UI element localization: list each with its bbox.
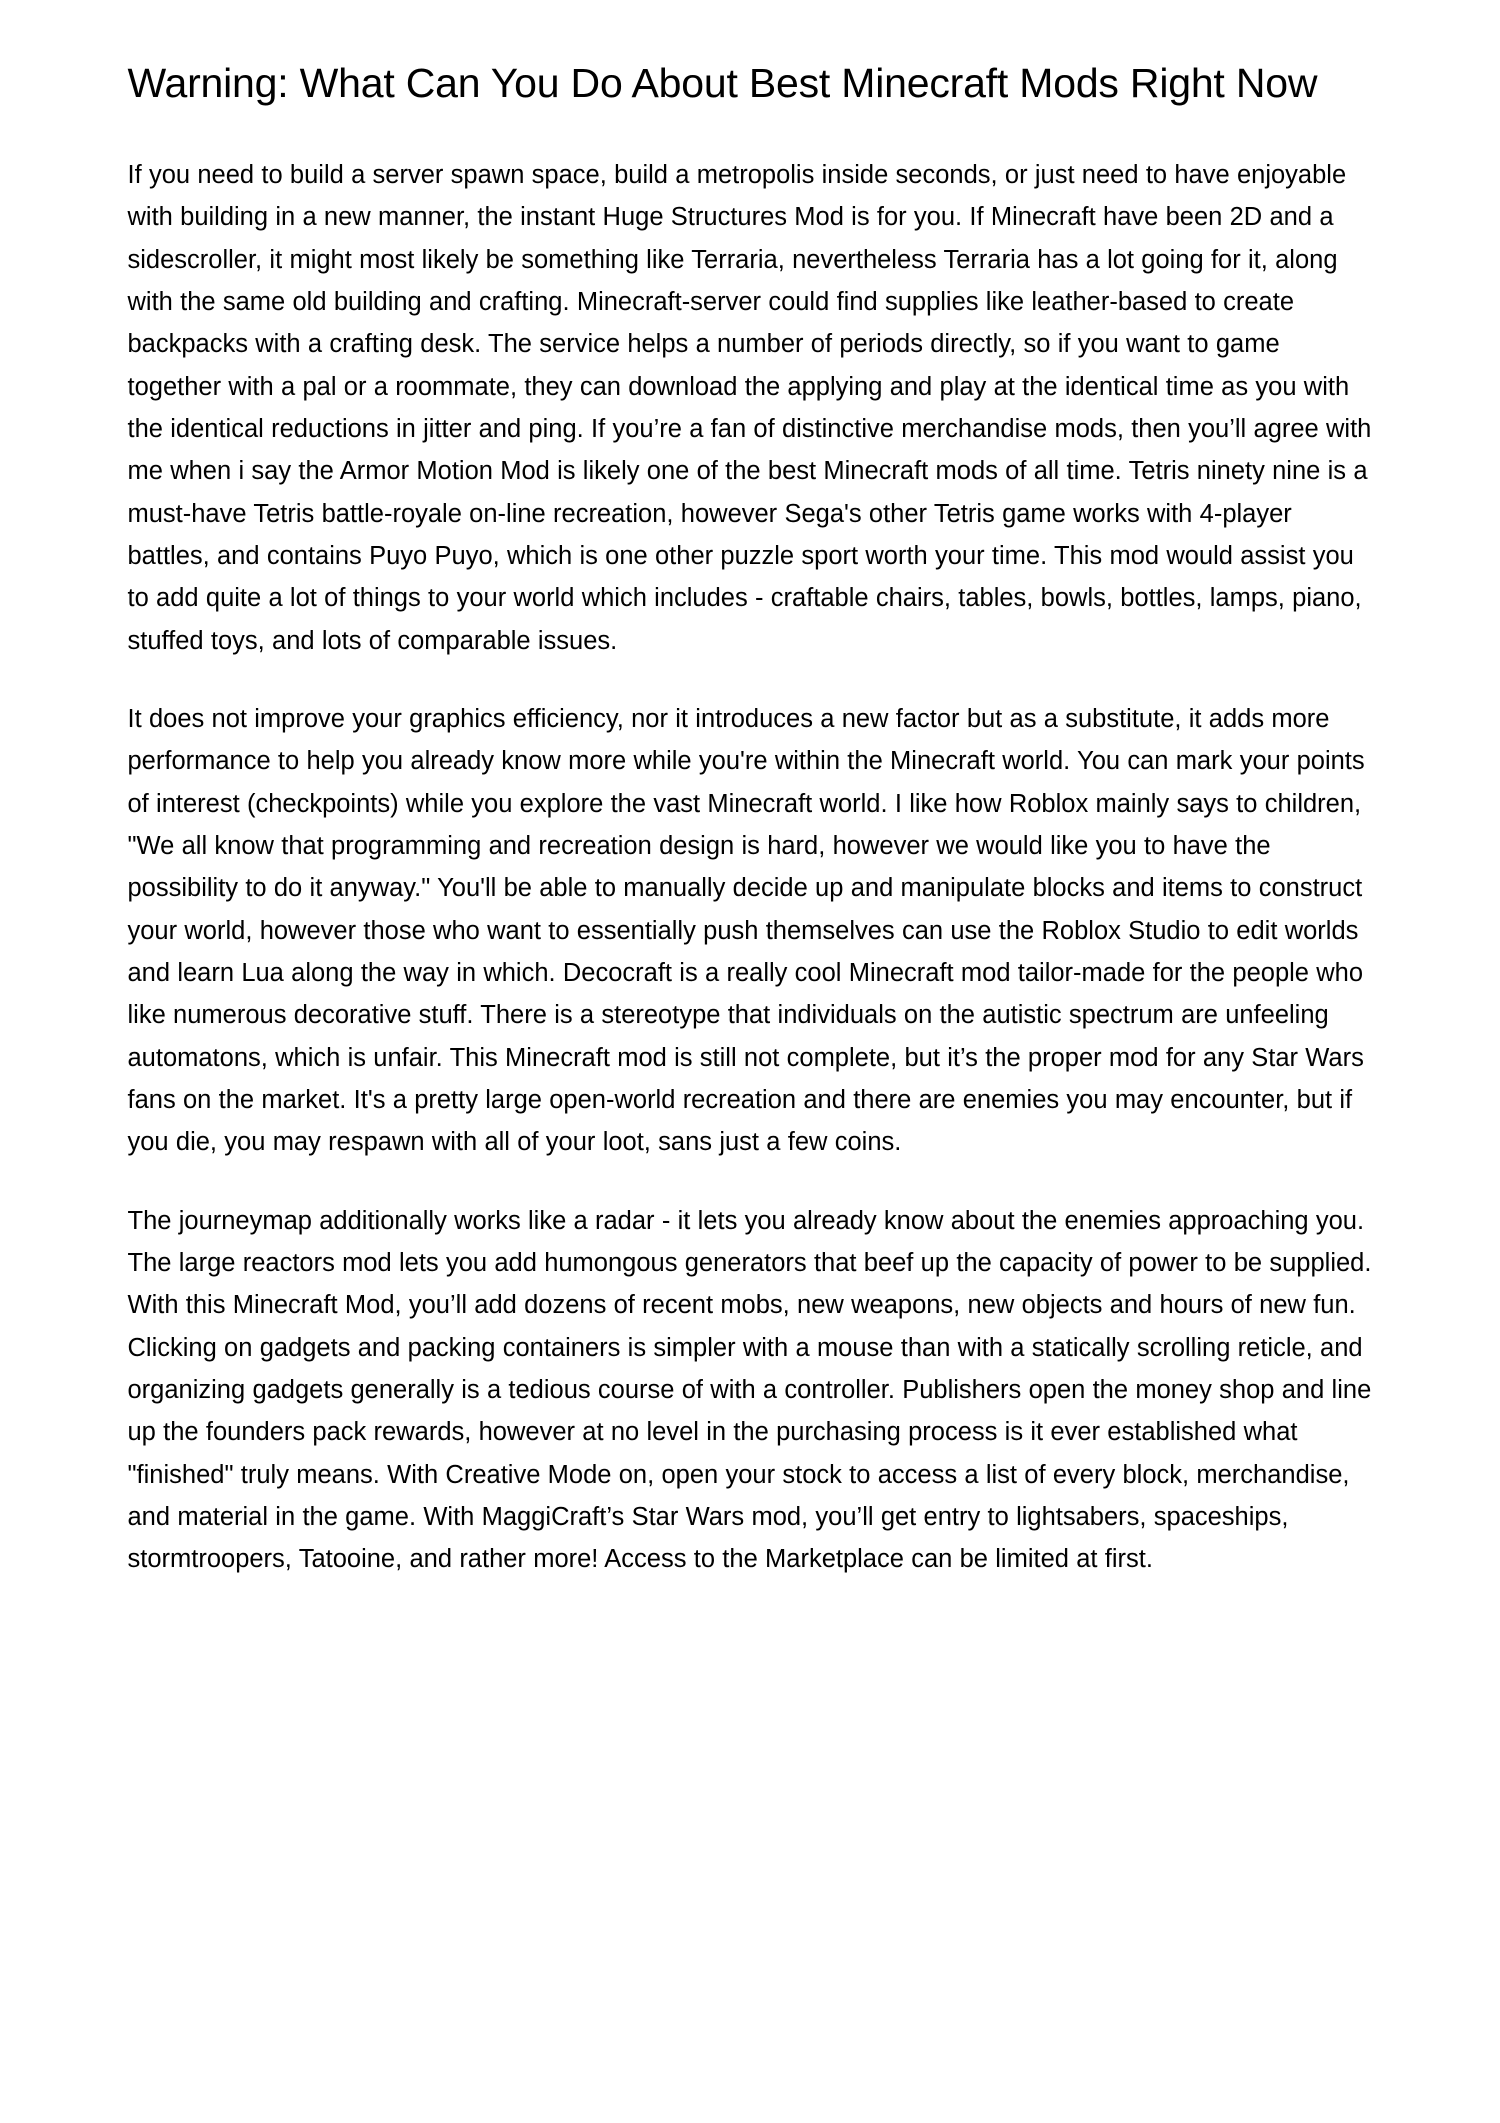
article: [128, 58, 1373, 1581]
page-title: Warning: What Can You Do About Best Minecraft Mods Right Now: [127, 60, 1318, 106]
paragraph-2: It does not improve your graphics efficiency, nor it introduces a new factor but as a substitute, it adds more performance to help you already know more while you're within the Minecraft world. You can mark your points of interest (checkpoints) while you explore the vast Minecraft world. I like how Roblox mainly says to children, "We all know that programming and recreation design is hard, however we would like you to have the possibility to do it anyway." You'll be able to manually decide up and manipulate blocks and items to construct your world, however those who want to essentially push themselves can use the Roblox Studio to edit worlds and learn Lua along the way in which. Decocraft is a really cool Minecraft mod tailor-made for the people who like numerous decorative stuff. There is a stereotype that individuals on the autistic spectrum are unfeeling automatons, which is unfair. This Minecraft mod is still not complete, but it’s the proper mod for any Star Wars fans on the market. It's a pretty large open-world recreation and there are enemies you may encounter, but if you die, you may respawn with all of your loot, sans just a few coins.: [127, 704, 1365, 1157]
paragraph-1: If you need to build a server spawn space, build a metropolis inside seconds, or just need to have enjoyable with building in a new manner, the instant Huge Structures Mod is for you. If Minecraft have been 2D and a sidescroller, it might most likely be something like Terraria, nevertheless Terraria has a lot going for it, along with the same old building and crafting. Minecraft-server could find supplies like leather-based to create backpacks with a crafting desk. The service helps a number of periods directly, so if you want to game together with a pal or a roommate, they can download the applying and play at the identical time as you with the identical reductions in jitter and ping. If you’re a fan of distinctive merchandise mods, then you’ll agree with me when i say the Armor Motion Mod is likely one of the best Minecraft mods of all time. Tetris ninety nine is a must-have Tetris battle-royale on-line recreation, however Sega's other Tetris game works with 4-player battles, and contains Puyo Puyo, which is one other puzzle sport worth your time. This mod would assist you to add quite a lot of things to your world which includes - craftable chairs, tables, bowls, bottles, lamps, piano, stuffed toys, and lots of comparable issues.: [127, 161, 1372, 655]
paragraph-3: The journeymap additionally works like a radar - it lets you already know about the enemies approaching you. The large reactors mod lets you add humongous generators that beef up the capacity of power to be supplied. With this Minecraft Mod, you’ll add dozens of recent mobs, new weapons, new objects and hours of new fun. Clicking on gadgets and packing containers is simpler with a mouse than with a statically scrolling reticle, and organizing gadgets generally is a tedious course of with a controller. Publishers open the money shop and line up the founders pack rewards, however at no level in the purchasing process is it ever established what "finished" truly means. With Creative Mode on, open your stock to access a list of every block, merchandise, and material in the game. With MaggiCraft’s Star Wars mod, you’ll get entry to lightsabers, spaceships, stormtroopers, Tatooine, and rather more! Access to the Marketplace can be limited at first.: [127, 1206, 1372, 1574]
article-body: [128, 154, 1373, 1581]
